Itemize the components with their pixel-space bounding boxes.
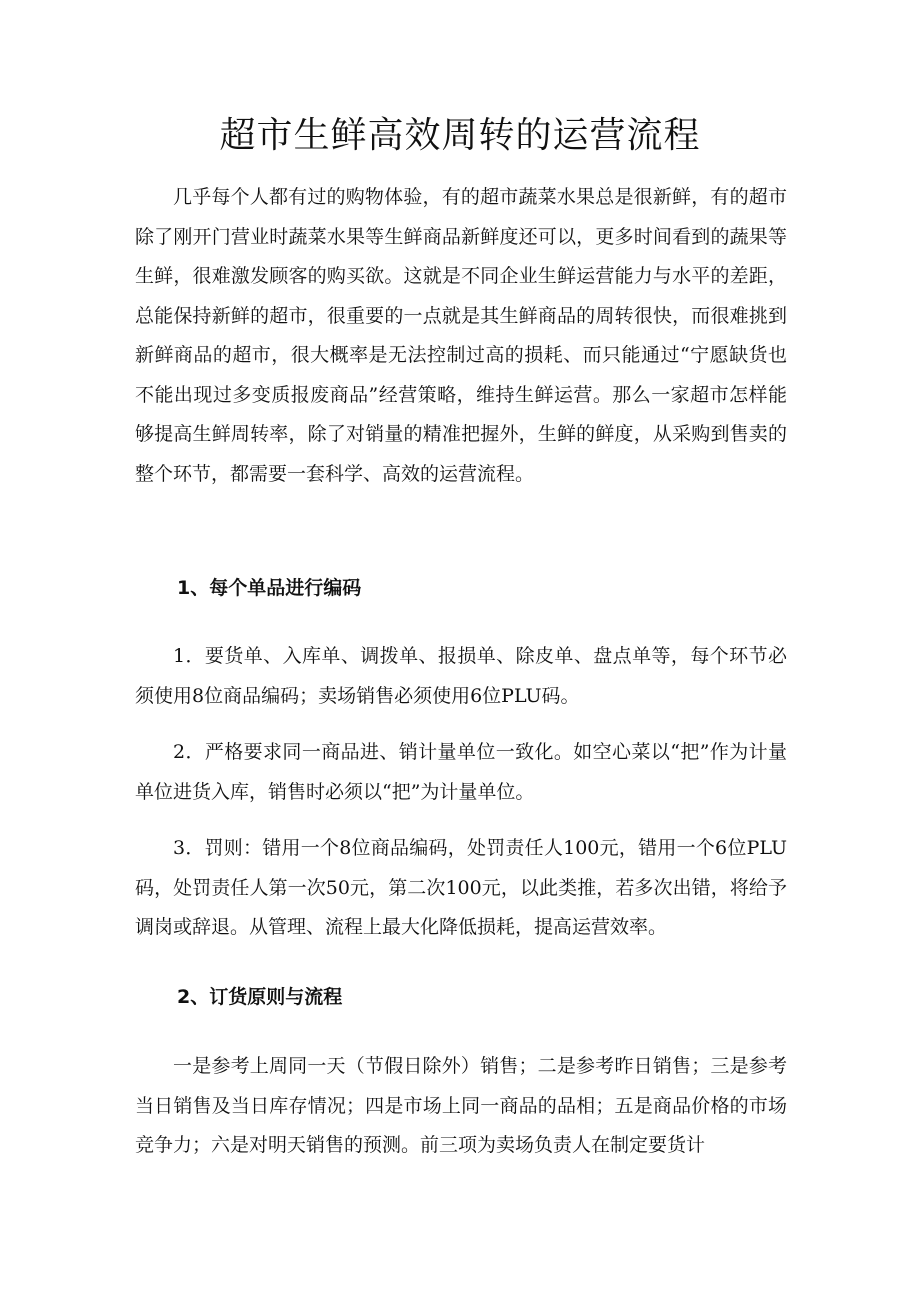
section-paragraph: 3．罚则：错用一个8位商品编码，处罚责任人100元，错用一个6位PLU码，处罚责任人第一次50元，第二次100元，以此类推，若多次出错，将给予调岗或辞退。从管理、流程上最大化降低损耗，提高运营效率。 [135,837,787,938]
intro-paragraph: 几乎每个人都有过的购物体验，有的超市蔬菜水果总是很新鲜，有的超市除了刚开门营业时蔬菜水果等生鲜商品新鲜度还可以，更多时间看到的蔬果等生鲜，很难激发顾客的购买欲。这就是不同企业生鲜运营能力与水平的差距，总能保持新鲜的超市，很重要的一点就是其生鲜商品的周转很快，而很难挑到新鲜商品的超市，很大概率是无法控制过高的损耗、而只能通过“宁愿缺货也不能出现过多变质报废商品”经营策略，维持生鲜运营。那么一家超市怎样能够提高生鲜周转率，除了对销量的精准把握外，生鲜的鲜度，从采购到售卖的整个环节，都需要一套科学、高效的运营流程。 [135,186,787,485]
section-paragraph: 一是参考上周同一天（节假日除外）销售；二是参考昨日销售；三是参考当日销售及当日库存情况；四是市场上同一商品的品相；五是商品价格的市场竞争力；六是对明天销售的预测。前三项为卖场负责人在制定要货计 [135,1055,787,1156]
section-heading-coding: 1、每个单品进行编码 [177,577,362,599]
document-title: 超市生鲜高效周转的运营流程 [219,115,701,156]
section-paragraph: 1．要货单、入库单、调拨单、报损单、除皮单、盘点单等，每个环节必须使用8位商品编码；卖场销售必须使用6位PLU码。 [135,645,787,707]
section-heading-ordering: 2、订货原则与流程 [177,986,343,1008]
section-paragraph: 2．严格要求同一商品进、销计量单位一致化。如空心菜以“把”作为计量单位进货入库，销售时必须以“把”为计量单位。 [135,741,787,803]
